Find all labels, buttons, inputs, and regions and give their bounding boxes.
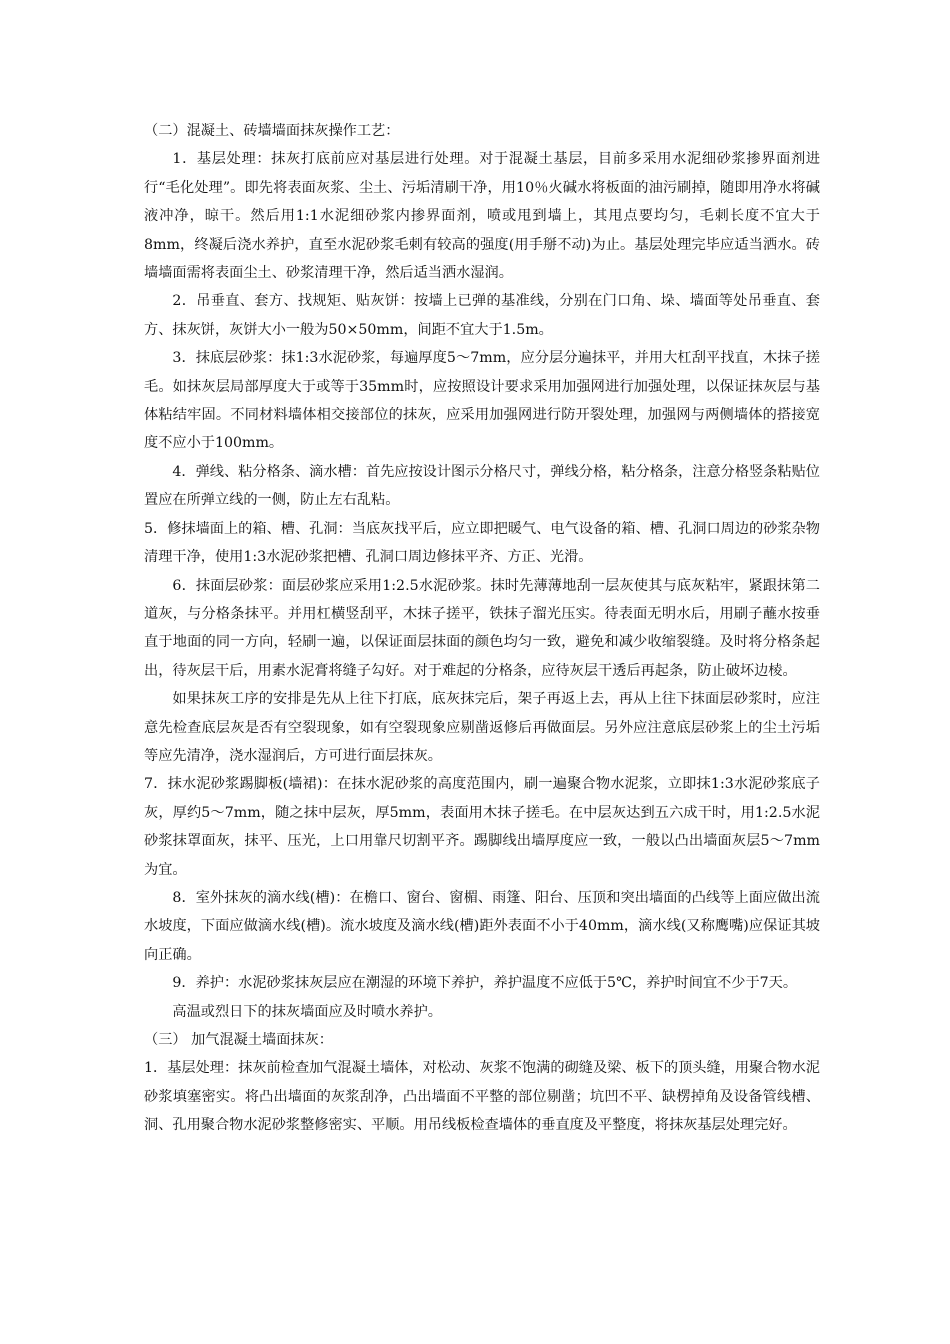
section-heading-3: （三） 加气混凝土墙面抹灰： <box>144 1032 333 1048</box>
paragraph-boxes-slots: 5．修抹墙面上的箱、槽、孔洞：当底灰找平后，应立即把暖气、电气设备的箱、槽、孔洞口周边的砂浆杂物清理干净，使用1:3水泥砂浆把槽、孔洞口周边修抹平齐、方正、光滑。 <box>144 520 820 566</box>
paragraph-base-mortar: 3．抹底层砂浆：抹1:3水泥砂浆，每遍厚度5～7mm，应分层分遍抹平，并用大杠刮平找直，木抹子搓毛。如抹灰层局部厚度大于或等于35mm时，应按照设计要求采用加强网进行加强处理，以保证抹灰层与基体粘结牢固。不同材料墙体相交接部位的抹灰，应采用加强网进行防开裂处理，加强网与两侧墙体的搭接宽度不应小于100mm。 <box>144 350 820 452</box>
paragraph-drip-line: 8．室外抹灰的滴水线(槽)：在檐口、窗台、窗楣、雨篷、阳台、压顶和突出墙面的凸线等上面应做出流水坡度，下面应做滴水线(槽)。流水坡度及滴水线(槽)距外表面不小于40mm，滴水线(又称鹰嘴)应保证其坡向正确。 <box>144 889 820 963</box>
paragraph-divider-strips: 4．弹线、粘分格条、滴水槽：首先应按设计图示分格尺寸，弹线分格，粘分格条，注意分格竖条粘贴位置应在所弹立线的一侧，防止左右乱粘。 <box>144 463 820 509</box>
section-heading-2: （二）混凝土、砖墙墙面抹灰操作工艺： <box>144 123 400 139</box>
paragraph-process-note: 如果抹灰工序的安排是先从上往下打底，底灰抹完后，架子再返上去，再从上往下抹面层砂浆时，应注意先检查底层灰是否有空裂现象，如有空裂现象应剔凿返修后再做面层。另外应注意底层砂浆上的尘土污垢等应先清净，浇水湿润后，方可进行面层抹灰。 <box>144 691 820 764</box>
paragraph-aerated-base: 1．基层处理：抹灰前检查加气混凝土墙体，对松动、灰浆不饱满的砌缝及梁、板下的顶头缝，用聚合物水泥砂浆填塞密实。将凸出墙面的灰浆刮净，凸出墙面不平整的部位剔凿；坑凹不平、缺楞掉角及设备管线槽、洞、孔用聚合物水泥砂浆整修密实、平顺。用吊线板检查墙体的垂直度及平整度，将抹灰基层处理完好。 <box>144 1060 820 1134</box>
document-body <box>144 117 820 1140</box>
paragraph-skirting: 7．抹水泥砂浆踢脚板(墙裙)：在抹水泥砂浆的高度范围内，刷一遍聚合物水泥浆，立即抹1:3水泥砂浆底子灰，厚约5～7mm，随之抹中层灰，厚5mm，表面用木抹子搓毛。在中层灰达到五六成干时，用1:2.5水泥砂浆抹罩面灰，抹平、压光，上口用靠尺切割平齐。踢脚线出墙厚度应一致，一般以凸出墙面灰层5～7mm为宜。 <box>144 776 820 878</box>
paragraph-curing: 9．养护：水泥砂浆抹灰层应在潮湿的环境下养护，养护温度不应低于5℃，养护时间宜不少于7天。 <box>172 975 798 992</box>
paragraph-plumb-square: 2．吊垂直、套方、找规矩、贴灰饼：按墙上已弹的基准线，分别在门口角、垛、墙面等处吊垂直、套方、抹灰饼，灰饼大小一般为50×50mm，间距不宜大于1.5m。 <box>144 293 820 338</box>
paragraph-base-treatment: 1．基层处理：抹灰打底前应对基层进行处理。对于混凝土基层，目前多采用水泥细砂浆掺界面剂进行“毛化处理”。即先将表面灰浆、尘土、污垢清刷干净，用10％火碱水将板面的油污刷掉，随即用净水将碱液冲净，晾干。然后用1:1水泥细砂浆内掺界面剂，喷或甩到墙上，其甩点要均匀，毛刺长度不宜大于8mm，终凝后浇水养护，直至水泥砂浆毛刺有较高的强度(用手掰不动)为止。基层处理完毕应适当洒水。砖墙墙面需将表面尘土、砂浆清理干净，然后适当洒水湿润。 <box>144 151 820 282</box>
paragraph-surface-mortar: 6．抹面层砂浆：面层砂浆应采用1:2.5水泥砂浆。抹时先薄薄地刮一层灰使其与底灰粘牢，紧跟抹第二道灰，与分格条抹平。并用杠横竖刮平，木抹子搓平，铁抹子溜光压实。待表面无明水后，用刷子蘸水按垂直于地面的同一方向，轻刷一遍，以保证面层抹面的颜色均匀一致，避免和减少收缩裂缝。及时将分格条起出，待灰层干后，用素水泥膏将缝子勾好。对于难起的分格条，应待灰层干透后再起条，防止破坏边棱。 <box>144 577 820 679</box>
paragraph-hot-weather: 高温或烈日下的抹灰墙面应及时喷水养护。 <box>172 1003 442 1020</box>
